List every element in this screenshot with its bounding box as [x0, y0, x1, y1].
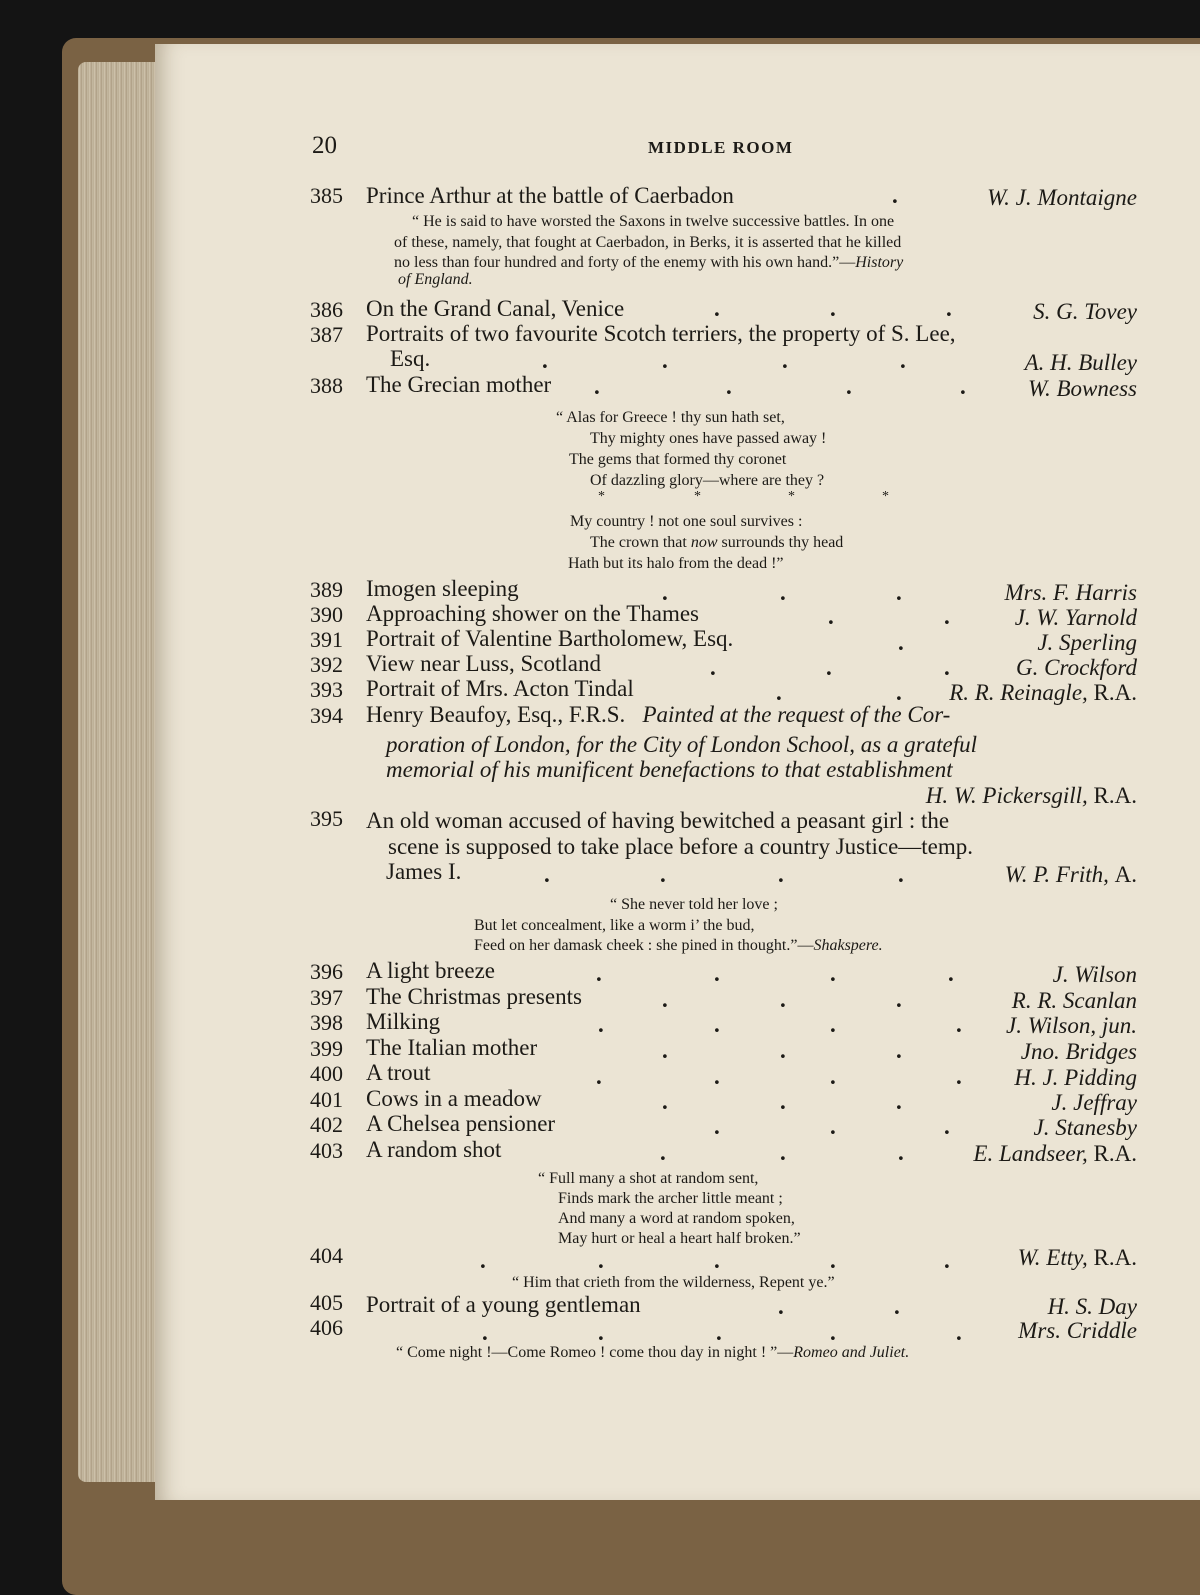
entry-number: 387	[310, 322, 343, 347]
leader-dot: .	[780, 1038, 786, 1063]
leader-dot: .	[944, 604, 950, 629]
leader-dot: .	[714, 1064, 720, 1089]
entry-title: A random shot	[366, 1137, 502, 1162]
leader-dot: .	[956, 1012, 962, 1037]
leader-dot: .	[544, 862, 550, 887]
leader-dot: .	[480, 1248, 486, 1273]
ornament-star: *	[882, 489, 889, 504]
entry-number: 405	[310, 1290, 343, 1315]
leader-dot: .	[778, 862, 784, 887]
quote-line: “ Come night !—Come Romeo ! come thou day in night ! ”—Romeo and Juliet.	[396, 1344, 910, 1361]
entry-artist: W. P. Frith, A.	[1004, 862, 1137, 887]
entry-artist: J. Sperling	[1037, 630, 1137, 655]
leader-dot: .	[598, 1320, 604, 1345]
entry-artist: S. G. Tovey	[1033, 299, 1137, 324]
leader-dot: .	[948, 961, 954, 986]
leader-dot: .	[896, 1089, 902, 1114]
entry-artist: J. Stanesby	[1033, 1115, 1137, 1140]
leader-dot: .	[944, 1114, 950, 1139]
leader-dot: .	[956, 1320, 962, 1345]
entry-number: 397	[310, 985, 343, 1010]
entry-number: 395	[310, 806, 343, 831]
leader-dot: .	[778, 1294, 784, 1319]
entry-title: On the Grand Canal, Venice	[366, 296, 625, 321]
entry-artist: A. H. Bulley	[1024, 350, 1137, 375]
entry-artist: W. Bowness	[1027, 376, 1137, 401]
entry-note: memorial of his munificent benefactions to that establishment	[386, 757, 953, 782]
verse-line: But let concealment, like a worm i’ the bud,	[474, 917, 755, 934]
leader-dot: .	[780, 1089, 786, 1114]
leader-dot: .	[710, 655, 716, 680]
entry-title: Portrait of Valentine Bartholomew, Esq.	[366, 626, 734, 651]
entry-title: Portrait of a young gentleman	[366, 1292, 641, 1317]
entry-title: Portraits of two favourite Scotch terriers, the property of S. Lee,	[366, 321, 956, 346]
leader-dot: .	[898, 1140, 904, 1165]
entry-artist: Mrs. F. Harris	[1004, 580, 1137, 605]
entry-number: 386	[310, 297, 343, 322]
leader-dot: .	[594, 374, 600, 399]
verse-line: My country ! not one soul survives :	[570, 513, 803, 530]
quote-line: “ He is said to have worsted the Saxons in twelve successive battles. In one	[412, 213, 895, 230]
leader-dot: .	[776, 680, 782, 705]
leader-dot: .	[826, 655, 832, 680]
entry-number: 389	[310, 577, 343, 602]
entry-continuation: Esq.	[390, 346, 431, 371]
entry-artist: Mrs. Criddle	[1018, 1318, 1137, 1343]
entry-number: 391	[310, 627, 343, 652]
verse-line: “ Alas for Greece ! thy sun hath set,	[556, 409, 785, 426]
leader-dot: .	[780, 580, 786, 605]
leader-dot: .	[956, 1064, 962, 1089]
verse-line: Hath but its halo from the dead !”	[568, 555, 784, 572]
verse-line: The crown that now surrounds thy head	[590, 534, 844, 551]
verse-line: “ Full many a shot at random sent,	[538, 1170, 759, 1187]
entry-number: 396	[310, 959, 343, 984]
verse-line: Thy mighty ones have passed away !	[590, 430, 827, 447]
entry-title: Approaching shower on the Thames	[366, 601, 699, 626]
entry-continuation: scene is supposed to take place before a country Justice—temp.	[388, 834, 974, 859]
leader-dot: .	[660, 1140, 666, 1165]
leader-dot: .	[662, 1089, 668, 1114]
entry-artist: J. Wilson	[1052, 962, 1137, 987]
entry-artist: W. J. Montaigne	[987, 185, 1137, 210]
entry-note: poration of London, for the City of London School, as a grateful	[386, 732, 977, 757]
verse-line: Of dazzling glory—where are they ?	[590, 472, 825, 489]
entry-title: A Chelsea pensioner	[366, 1111, 556, 1136]
entry-artist: J. Wilson, jun.	[1006, 1013, 1137, 1038]
leader-dot: .	[896, 680, 902, 705]
leader-dot: .	[596, 1064, 602, 1089]
leader-dot: .	[662, 348, 668, 373]
page-number: 20	[312, 132, 337, 159]
entry-number: 388	[310, 373, 343, 398]
leader-dot: .	[898, 630, 904, 655]
leader-dot: .	[898, 862, 904, 887]
leader-dot: .	[830, 1248, 836, 1273]
verse-line: The gems that formed thy coronet	[569, 451, 787, 468]
leader-dot: .	[714, 961, 720, 986]
entry-number: 403	[310, 1138, 343, 1163]
leader-dot: .	[896, 987, 902, 1012]
verse-line: “ She never told her love ;	[610, 896, 778, 913]
entry-artist: R. R. Reinagle, R.A.	[949, 680, 1137, 705]
entry-number: 385	[310, 183, 343, 208]
leader-dot: .	[846, 374, 852, 399]
leader-dot: .	[726, 374, 732, 399]
leader-dot: .	[542, 348, 548, 373]
entry-number: 398	[310, 1010, 343, 1035]
entry-number: 400	[310, 1061, 343, 1086]
leader-dot: .	[944, 655, 950, 680]
entry-artist: Jno. Bridges	[1020, 1039, 1137, 1064]
leader-dot: .	[482, 1320, 488, 1345]
entry-title: Milking	[366, 1009, 441, 1034]
leader-dot: .	[944, 1248, 950, 1273]
leader-dot: .	[946, 296, 952, 321]
leader-dot: .	[716, 1320, 722, 1345]
entry-artist: H. W. Pickersgill, R.A.	[925, 783, 1137, 808]
entry-title: A trout	[366, 1060, 431, 1085]
leader-dot: .	[660, 862, 666, 887]
entry-title: Portrait of Mrs. Acton Tindal	[366, 676, 634, 701]
entry-artist: R. R. Scanlan	[1011, 988, 1137, 1013]
leader-dot: .	[598, 1012, 604, 1037]
entry-title: Cows in a meadow	[366, 1086, 542, 1111]
leader-dot: .	[830, 1320, 836, 1345]
leader-dot: .	[894, 1294, 900, 1319]
entry-number: 392	[310, 652, 343, 677]
leader-dot: .	[662, 580, 668, 605]
leader-dot: .	[828, 604, 834, 629]
leader-dot: .	[596, 961, 602, 986]
entry-number: 406	[310, 1315, 343, 1340]
verse-line: May hurt or heal a heart half broken.”	[558, 1230, 801, 1247]
quote-line: no less than four hundred and forty of the enemy with his own hand.”—History	[394, 254, 904, 271]
ornament-star: *	[598, 489, 605, 504]
ornament-star: *	[788, 489, 795, 504]
leader-dot: .	[830, 1012, 836, 1037]
leader-dot: .	[714, 296, 720, 321]
entry-artist: J. Jeffray	[1051, 1090, 1137, 1115]
verse-line: And many a word at random spoken,	[558, 1210, 795, 1227]
leader-dot: .	[960, 374, 966, 399]
leader-dot: .	[662, 987, 668, 1012]
leader-dot: .	[714, 1248, 720, 1273]
entry-title: The Italian mother	[366, 1035, 538, 1060]
entry-title: A light breeze	[366, 958, 496, 983]
entry-title: Henry Beaufoy, Esq., F.R.S. Painted at the request of the Cor-	[366, 702, 951, 727]
entry-artist: E. Landseer, R.A.	[973, 1141, 1137, 1166]
leader-dot: .	[782, 348, 788, 373]
entry-artist: H. S. Day	[1047, 1294, 1137, 1319]
entry-artist: W. Etty, R.A.	[1017, 1245, 1137, 1270]
entry-number: 402	[310, 1112, 343, 1137]
entry-number: 401	[310, 1087, 343, 1112]
entry-title: The Grecian mother	[366, 372, 552, 397]
entry-number: 399	[310, 1036, 343, 1061]
leader-dot: .	[714, 1012, 720, 1037]
leader-dot: .	[780, 1140, 786, 1165]
quote-line: of these, namely, that fought at Caerbadon, in Berks, it is asserted that he killed	[394, 234, 902, 251]
entry-title: Imogen sleeping	[366, 576, 519, 601]
entry-number: 390	[310, 602, 343, 627]
quote-line: “ Him that crieth from the wilderness, Repent ye.”	[512, 1274, 835, 1291]
entry-title: The Christmas presents	[366, 984, 582, 1009]
running-header: MIDDLE ROOM	[648, 138, 794, 157]
entry-artist: J. W. Yarnold	[1014, 605, 1137, 630]
entry-title: An old woman accused of having bewitched a peasant girl : the	[366, 808, 950, 833]
leader-dot: .	[900, 348, 906, 373]
ornament-star: *	[694, 489, 701, 504]
entry-number: 404	[310, 1243, 343, 1268]
entry-title: View near Luss, Scotland	[366, 651, 601, 676]
leader-dot: .	[780, 987, 786, 1012]
entry-number: 393	[310, 677, 343, 702]
entry-continuation: James I.	[386, 859, 462, 884]
leader-dot: .	[830, 1064, 836, 1089]
leader-dot: .	[598, 1248, 604, 1273]
entry-title: Prince Arthur at the battle of Caerbadon	[366, 183, 734, 208]
leader-dot: .	[892, 183, 898, 208]
leader-dot: .	[714, 1114, 720, 1139]
quote-line: of England.	[398, 271, 473, 288]
leader-dot: .	[896, 580, 902, 605]
entry-artist: H. J. Pidding	[1014, 1065, 1137, 1090]
verse-line: Finds mark the archer little meant ;	[558, 1190, 783, 1207]
entry-number: 394	[310, 703, 343, 728]
leader-dot: .	[830, 1114, 836, 1139]
leader-dot: .	[830, 296, 836, 321]
entry-artist: G. Crockford	[1016, 655, 1137, 680]
leader-dot: .	[896, 1038, 902, 1063]
leader-dot: .	[662, 1038, 668, 1063]
verse-line: Feed on her damask cheek : she pined in thought.”—Shakspere.	[474, 937, 883, 954]
leader-dot: .	[830, 961, 836, 986]
